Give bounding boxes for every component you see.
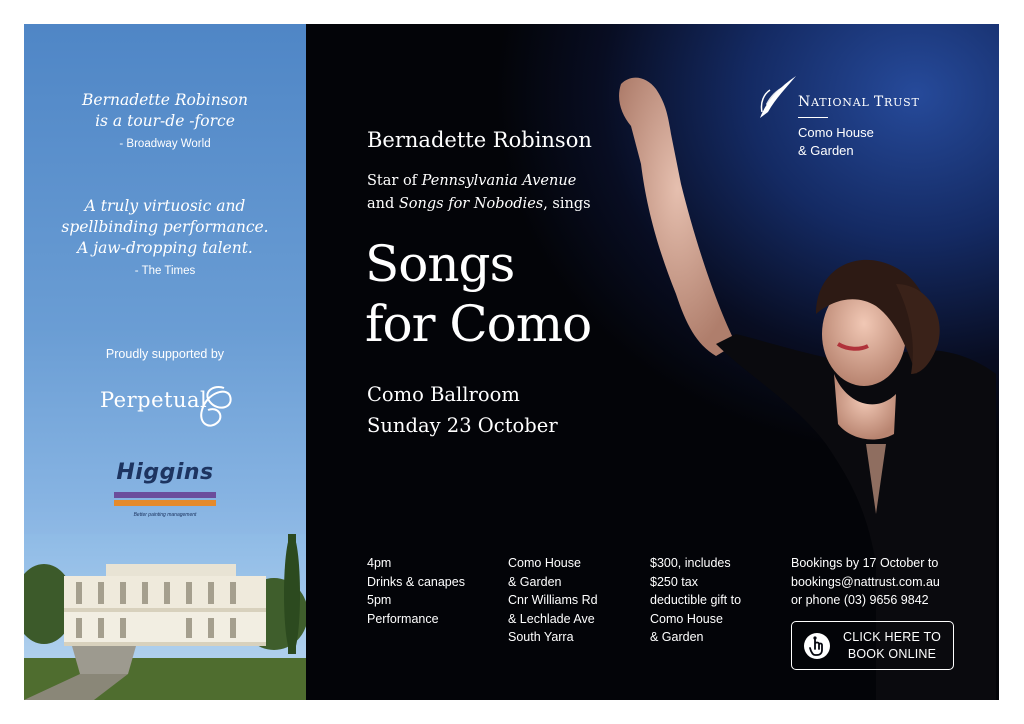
national-trust-wordmark: NATIONAL TRUST [798,94,920,110]
quote-text: Bernadette Robinson is a tour-de -force [82,91,248,130]
higgins-tagline: Better painting management [133,512,197,518]
price-info: $300, includes $250 tax deductible gift to Como House & Garden [650,556,742,644]
quote-source: - Broadway World [119,138,211,150]
event-date: Sunday 23 October [367,414,558,437]
bookings-info: Bookings by 17 October to bookings@nattrust.com.au or phone (03) 9656 9842 [791,556,940,607]
quote-source: - The Times [134,265,196,277]
schedule-info: 4pm Drinks & canapes 5pm Performance [367,556,465,626]
national-trust-logo [756,72,976,172]
left-panel [24,24,306,700]
higgins-stripe-orange [114,500,216,506]
perpetual-wordmark: Perpetual [100,388,208,412]
main-dark-panel [306,24,999,700]
event-title: Songs for Como [365,235,592,353]
performer-tagline: Star of Pennsylvania Avenue and Songs for Nobodies, sings [367,173,591,212]
book-button-label: CLICK HERE TO BOOK ONLINE [843,630,941,661]
perpetual-swash-icon [184,382,244,432]
venue: Como Ballroom [367,383,520,406]
logo-divider [798,117,828,118]
tap-hand-icon [802,631,832,661]
sponsor-heading: Proudly supported by [105,347,225,361]
bookings-email-link[interactable]: bookings@nattrust.com.au [791,574,940,589]
review-quote-times [24,196,306,277]
event-venue-date [367,379,558,441]
address-info: Como House & Garden Cnr Williams Rd & Lechlade Ave South Yarra [508,556,598,644]
higgins-stripe-purple [114,492,216,498]
quote-text: A truly virtuosic and spellbinding performance. A jaw-dropping talent. [61,197,269,257]
national-trust-leaf-icon [756,72,800,122]
higgins-logo [110,460,220,522]
higgins-wordmark: Higgins [116,460,214,485]
show-title: Songs for Nobodies [398,196,544,212]
show-title: Pennsylvania Avenue [421,173,577,189]
performer-name: Bernadette Robinson [367,128,592,152]
perpetual-logo [24,378,306,440]
book-online-button[interactable] [791,621,954,670]
event-flyer [24,24,999,700]
property-name: Como House & Garden [798,125,874,158]
review-quote-broadway [24,90,306,150]
como-house-photo [24,534,306,700]
